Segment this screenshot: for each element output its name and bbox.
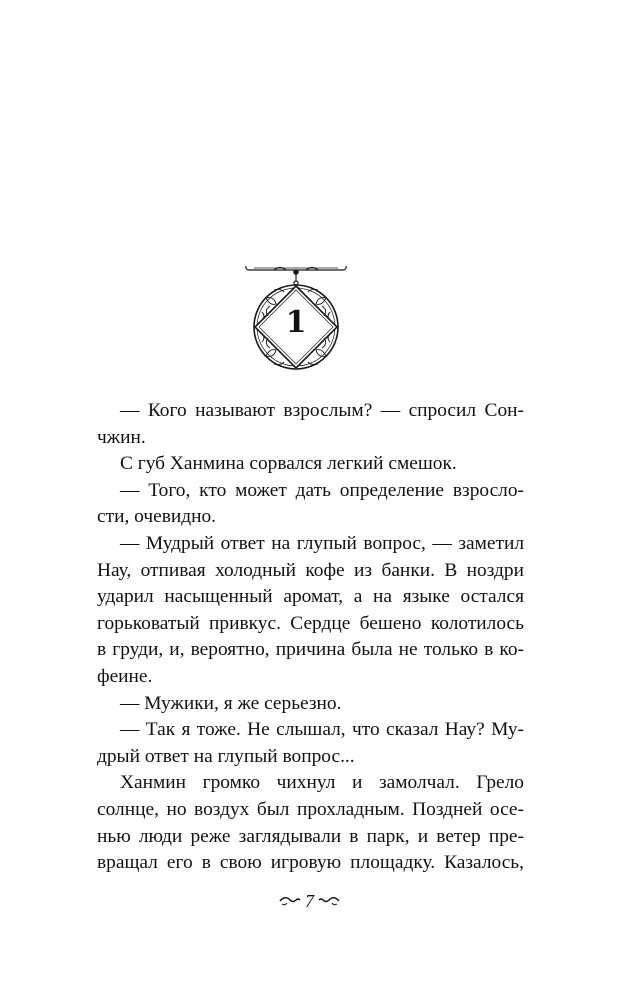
text-line: ударил насыщенный аромат, а на языке остался xyxy=(97,586,524,608)
text-line: сти, очевидно. xyxy=(97,506,217,528)
text-line: Нау, отпивая холодный кофе из банки. В ноздри xyxy=(97,559,524,581)
paragraph xyxy=(97,717,524,770)
text-line: Ханмин громко чихнул и замолчал. Грело xyxy=(120,772,524,794)
paragraph xyxy=(97,451,524,478)
paragraph xyxy=(97,398,524,451)
chapter-number: 1 xyxy=(285,305,307,340)
text-line: — Мудрый ответ на глупый вопрос, — заметил xyxy=(120,532,524,554)
text-line: С губ Ханмина сорвался легкий смешок. xyxy=(120,453,457,475)
text-line: горьковатый привкус. Сердце бешено колотилось xyxy=(97,612,524,634)
text-line: в груди, и, вероятно, причина была не только в ко- xyxy=(97,639,524,661)
chapter-text xyxy=(97,398,524,877)
text-line: вращал его в свою игровую площадку. Казалось, xyxy=(97,852,524,874)
paragraph xyxy=(97,770,524,876)
paragraph xyxy=(97,531,524,691)
swirl-right-icon xyxy=(318,894,340,908)
text-line: — Того, кто может дать определение взросло- xyxy=(120,479,524,501)
text-line: — Так я тоже. Не слышал, что сказал Нау? Му- xyxy=(120,719,524,741)
paragraph xyxy=(97,478,524,531)
paragraph xyxy=(97,691,524,718)
page-number: 7 xyxy=(305,891,314,911)
text-line: дрый ответ на глупый вопрос... xyxy=(97,745,355,767)
swirl-left-icon xyxy=(279,894,301,908)
page-footer xyxy=(0,888,619,914)
text-line: — Мужики, я же серьезно. xyxy=(120,692,342,714)
text-line: солнце, но воздух был прохладным. Поздней осе- xyxy=(97,798,524,820)
text-line: нью люди реже заглядывали в парк, и ветер пре- xyxy=(97,825,524,847)
text-line: — Кого называют взрослым? — спросил Сон- xyxy=(120,400,524,421)
text-line: чжин. xyxy=(97,426,146,448)
text-line: феине. xyxy=(97,665,153,687)
